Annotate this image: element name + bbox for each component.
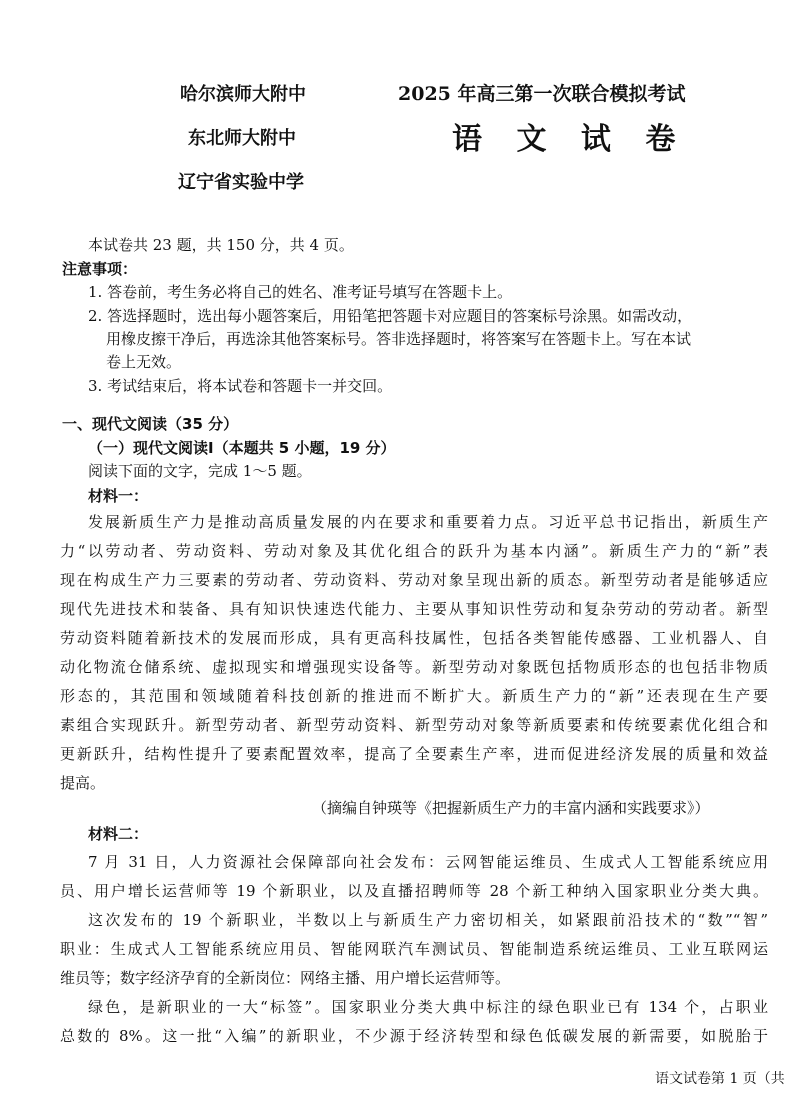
material-2-line: 绿色，是新职业的一大“标签”。国家职业分类大典中标注的绿色职业已有 134 个，占职业	[88, 998, 768, 1016]
material-1-line: 素组合实现跃升。新型劳动者、新型劳动资料、新型劳动对象等新质要素和传统要素优化组合和	[60, 716, 768, 734]
subject-title: 语 文 试 卷	[452, 122, 688, 157]
material-1-label: 材料一：	[88, 487, 149, 505]
subsection-title: （一）现代文阅读Ⅰ（本题共 5 小题，19 分）	[88, 439, 396, 457]
material-1-line: 现在构成生产力三要素的劳动者、劳动资料、劳动对象呈现出新的质态。新型劳动者是能够适应	[60, 571, 768, 589]
material-2-line: 维员等；数字经济孕育的全新岗位：网络主播、用户增长运营师等。	[60, 969, 511, 987]
notice-item-3: 3. 考试结束后，将本试卷和答题卡一并交回。	[88, 377, 393, 395]
material-2-line: 总数的 8%。这一批“入编”的新职业，不少源于经济转型和绿色低碳发展的新需要，如脱胎于	[60, 1027, 768, 1045]
reading-instruction: 阅读下面的文字，完成 1～5 题。	[88, 462, 312, 480]
notice-item-2-line3: 卷上无效。	[106, 353, 182, 371]
material-1-paragraph	[60, 508, 768, 798]
material-1-line: 形态的，其范围和领域随着科技创新的推进而不断扩大。新质生产力的“新”还表现在生产要	[60, 687, 768, 705]
material-1-line: 发展新质生产力是推动高质量发展的内在要求和重要着力点。习近平总书记指出，新质生产	[88, 513, 768, 531]
material-1-citation: （摘编自钟瑛等《把握新质生产力的丰富内涵和实践要求》）	[312, 799, 710, 817]
material-1-line: 力“以劳动者、劳动资料、劳动对象及其优化组合的跃升为基本内涵”。新质生产力的“新”表	[60, 542, 768, 560]
notice-title: 注意事项：	[62, 260, 138, 278]
material-2-line: 职业：生成式人工智能系统应用员、智能网联汽车测试员、智能制造系统运维员、工业互联网运	[60, 940, 768, 958]
material-1-line: 劳动资料随着新技术的发展而形成，具有更高科技属性，包括各类智能传感器、工业机器人、自	[60, 629, 768, 647]
school-name-2: 东北师大附中	[188, 128, 296, 149]
material-2-line: 7 月 31 日，人力资源社会保障部向社会发布：云网智能运维员、生成式人工智能系统应用	[88, 853, 768, 871]
material-1-line: 现代先进技术和装备、具有知识快速迭代能力、主要从事知识性劳动和复杂劳动的劳动者。新型	[60, 600, 768, 618]
section-title: 一、现代文阅读（35 分）	[62, 415, 239, 433]
notice-item-2-line1: 2. 答选择题时，选出每小题答案后，用铅笔把答题卡对应题目的答案标号涂黑。如需改动，	[88, 307, 693, 325]
material-2-line: 员、用户增长运营师等 19 个新职业，以及直播招聘师等 28 个新工种纳入国家职业分类大典。	[60, 882, 768, 900]
material-1-line: 提高。	[60, 774, 106, 792]
material-1-line: 更新跃升，结构性提升了要素配置效率，提高了全要素生产率，进而促进经济发展的质量和效益	[60, 745, 768, 763]
exam-title: 2025 年高三第一次联合模拟考试	[398, 83, 686, 105]
material-2-line: 这次发布的 19 个新职业，半数以上与新质生产力密切相关，如紧跟前沿技术的“数”“智”	[88, 911, 768, 929]
school-name-1: 哈尔滨师大附中	[180, 84, 306, 105]
exam-summary: 本试卷共 23 题，共 150 分，共 4 页。	[88, 236, 354, 254]
material-2-paragraph	[60, 848, 768, 1051]
page-footer: 语文试卷第 1 页（共	[655, 1071, 785, 1087]
school-name-3: 辽宁省实验中学	[178, 172, 304, 193]
material-1-line: 动化物流仓储系统、虚拟现实和增强现实设备等。新型劳动对象既包括物质形态的也包括非物质	[60, 658, 768, 676]
notice-item-1: 1. 答卷前，考生务必将自己的姓名、准考证号填写在答题卡上。	[88, 283, 513, 301]
material-2-label: 材料二：	[88, 825, 149, 843]
notice-item-2-line2: 用橡皮擦干净后，再选涂其他答案标号。答非选择题时，将答案写在答题卡上。写在本试	[106, 330, 692, 348]
